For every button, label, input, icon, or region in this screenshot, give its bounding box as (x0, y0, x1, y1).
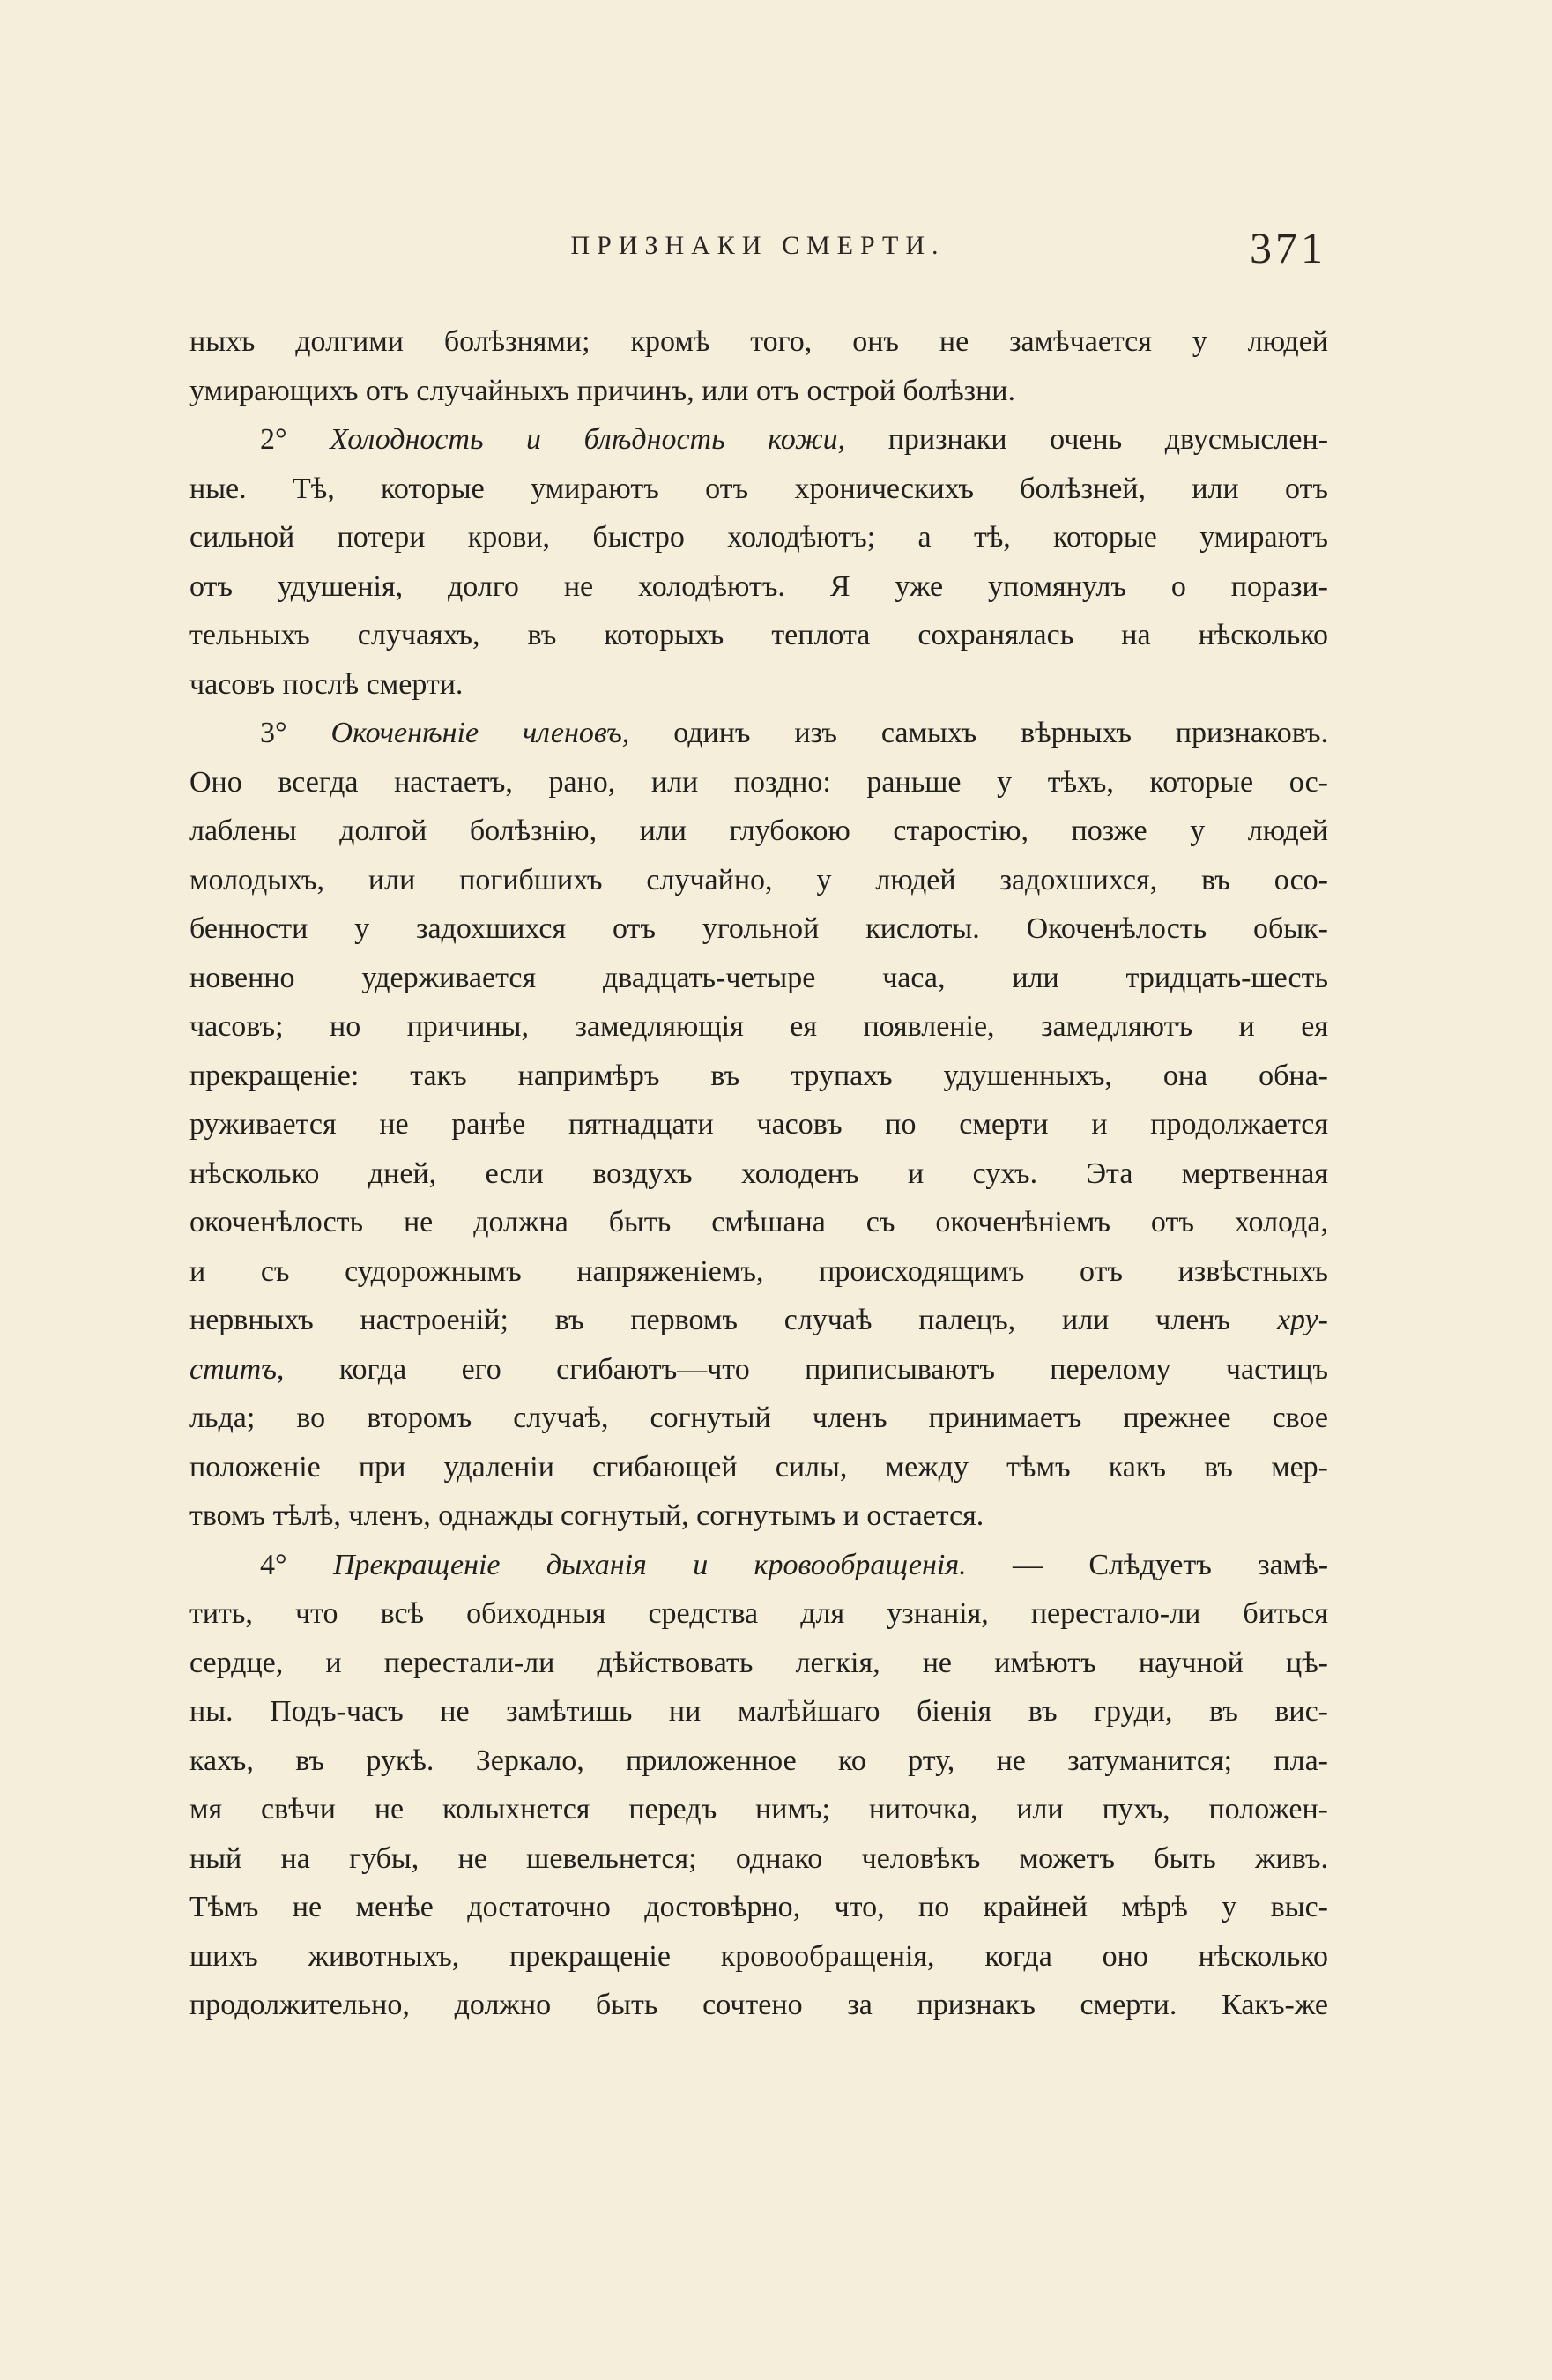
text-line: кахъ, въ рукѣ. Зеркало, приложенное ко рту, не затуманится; пла- (189, 1744, 1328, 1777)
section-title: Холодность и блѣдность кожи, (330, 423, 846, 456)
text-line: отъ удушенія, долго не холодѣютъ. Я уже упомянулъ о порази- (189, 569, 1328, 603)
text-fragment: одинъ изъ самыхъ вѣрныхъ признаковъ. (673, 717, 1328, 749)
text-line: твомъ тѣлѣ, членъ, однажды согнутый, согнутымъ и остается. (189, 1499, 984, 1532)
text-line: руживается не ранѣе пятнадцати часовъ по смерти и продолжается (189, 1108, 1328, 1141)
text-line: лаблены долгой болѣзнію, или глубокою старостію, позже у людей (189, 814, 1328, 847)
text-line: мя свѣчи не колыхнется передъ нимъ; ниточка, или пухъ, положен- (189, 1793, 1328, 1826)
text-line: бенности у задохшихся отъ угольной кислоты. Окоченѣлость обык- (189, 912, 1328, 945)
text-line: сильной потери крови, быстро холодѣютъ; а тѣ, которые умираютъ (189, 521, 1328, 554)
text-line: льда; во второмъ случаѣ, согнутый членъ принимаетъ прежнее свое (189, 1402, 1328, 1434)
text-line: положеніе при удаленіи сгибающей силы, между тѣмъ какъ въ мер- (189, 1450, 1328, 1484)
text-fragment: — Слѣдуетъ замѣ- (1013, 1548, 1329, 1581)
paragraph-first-line (189, 415, 1328, 465)
page-header (189, 222, 1326, 275)
text-line: ныхъ долгими болѣзнями; кромѣ того, онъ не замѣчается у людей (189, 325, 1328, 358)
running-title: ПРИЗНАКИ СМЕРТИ. (570, 231, 946, 260)
section-number: 2° (260, 423, 287, 456)
text-line: продолжительно, должно быть сочтено за признакъ смерти. Какъ-же (189, 1989, 1328, 2021)
text-line: и съ судорожнымъ напряженіемъ, происходящимъ отъ извѣстныхъ (189, 1254, 1328, 1288)
text-line: молодыхъ, или погибшихъ случайно, у людей задохшихся, въ осо- (189, 863, 1328, 896)
body-text (189, 317, 1328, 2030)
text-line: часовъ послѣ смерти. (189, 667, 464, 701)
text-fragment: когда его сгибаютъ—что приписываютъ перелому частицъ (338, 1352, 1329, 1386)
text-line: шихъ животныхъ, прекращеніе кровообращенія, когда оно нѣсколько (189, 1939, 1328, 1973)
text-line: нѣсколько дней, если воздухъ холоденъ и сухъ. Эта мертвенная (189, 1157, 1328, 1190)
section-number: 3° (260, 717, 287, 749)
text-line (189, 1345, 1328, 1395)
text-line: окоченѣлость не должна быть смѣшана съ окоченѣніемъ отъ холода, (189, 1206, 1328, 1238)
text-line: прекращеніе: такъ напримѣръ въ трупахъ удушенныхъ, она обна- (189, 1059, 1328, 1092)
text-line: умирающихъ отъ случайныхъ причинъ, или отъ острой болѣзни. (189, 374, 1015, 407)
text-line: ный на губы, не шевельнется; однако человѣкъ можетъ быть живъ. (189, 1841, 1328, 1875)
text-line: сердце, и перестали-ли дѣйствовать легкія, не имѣютъ научной цѣ- (189, 1646, 1328, 1679)
paragraph-first-line (189, 709, 1328, 758)
text-line: Оно всегда настаетъ, рано, или поздно: раньше у тѣхъ, которые ос- (189, 765, 1328, 799)
text-fragment: признаки очень двусмыслен- (887, 423, 1329, 456)
section-title: Прекращеніе дыханія и кровообращенія. (332, 1548, 967, 1581)
paragraph-first-line (189, 1541, 1328, 1590)
text-line: ны. Подъ-часъ не замѣтишь ни малѣйшаго біенія въ груди, въ вис- (189, 1695, 1328, 1728)
text-line: ные. Тѣ, которые умираютъ отъ хроническихъ болѣзней, или отъ (189, 472, 1328, 505)
italic-fragment: ститъ, (189, 1352, 285, 1386)
text-line: новенно удерживается двадцать-четыре часа, или тридцать-шесть (189, 961, 1328, 994)
text-line: тить, что всѣ обиходныя средства для узнанія, перестало-ли биться (189, 1597, 1328, 1630)
section-title: Окоченѣніе членовъ, (330, 717, 630, 749)
text-fragment: нервныхъ настроеній; въ первомъ случаѣ палецъ, или членъ (189, 1304, 1231, 1336)
text-line (189, 1296, 1328, 1345)
page-number: 371 (1250, 223, 1326, 272)
text-line: часовъ; но причины, замедляющія ея появленіе, замедляютъ и ея (189, 1010, 1328, 1043)
italic-fragment: хру- (1276, 1304, 1329, 1336)
text-line: Тѣмъ не менѣе достаточно достовѣрно, что, по крайней мѣрѣ у выс- (189, 1891, 1328, 1923)
section-number: 4° (260, 1548, 287, 1581)
text-line: тельныхъ случаяхъ, въ которыхъ теплота сохранялась на нѣсколько (189, 619, 1328, 651)
